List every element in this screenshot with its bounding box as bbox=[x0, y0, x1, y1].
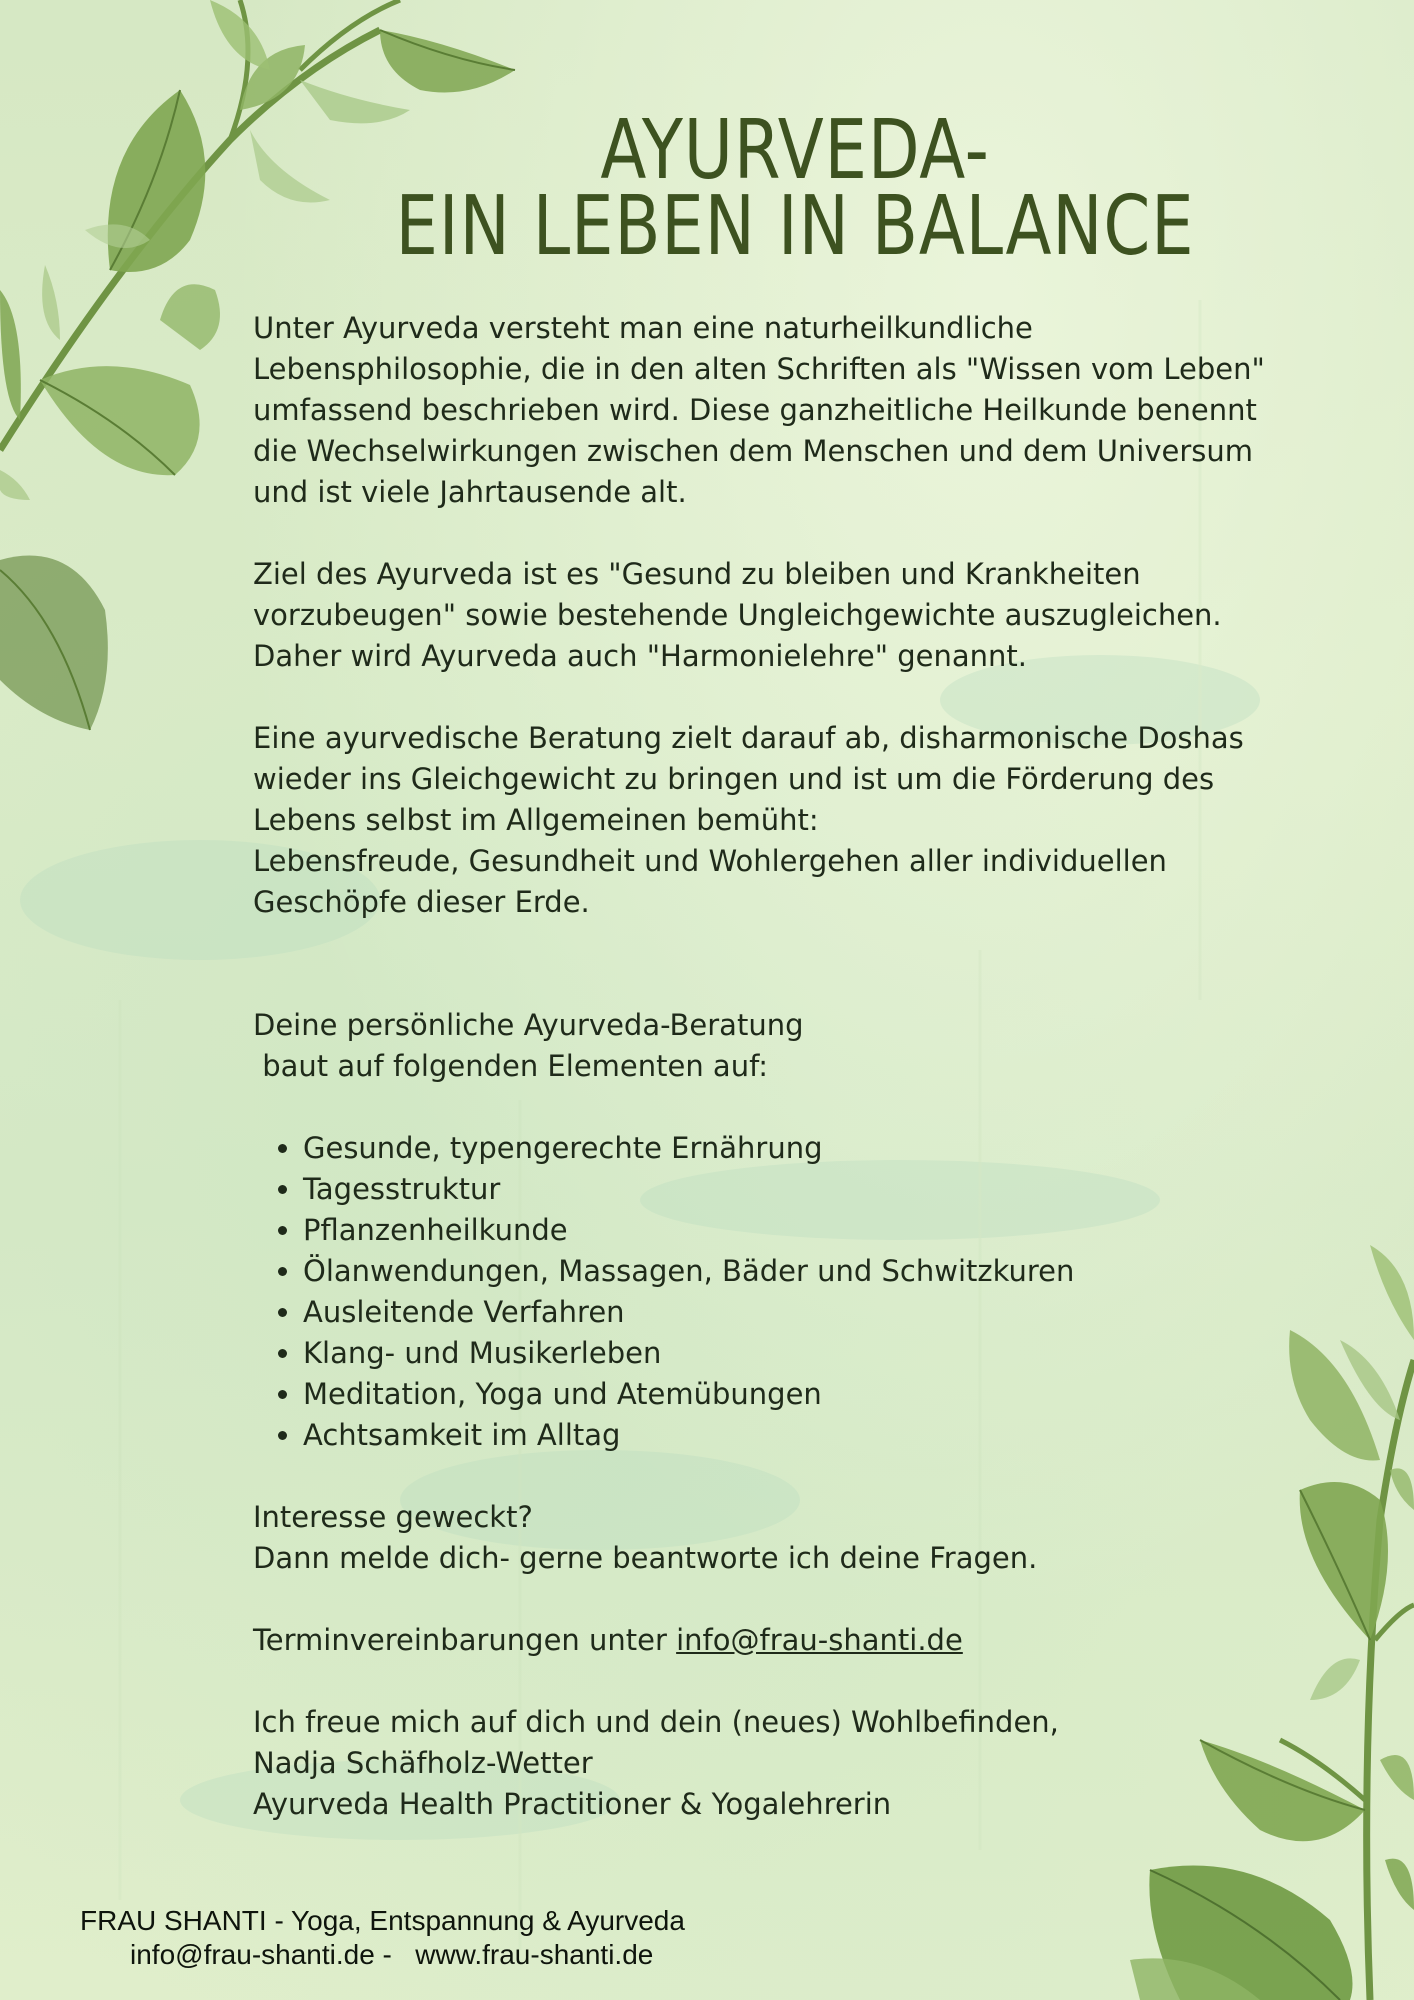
goal-paragraph bbox=[253, 554, 1263, 677]
intro-line: Unter Ayurveda versteht man eine naturheilkundliche bbox=[253, 311, 1033, 345]
page-title-line-2: EIN LEBEN IN BALANCE bbox=[395, 179, 1195, 274]
interest-line: Dann melde dich- gerne beantworte ich deine Fragen. bbox=[253, 1541, 1038, 1575]
signature-role: Ayurveda Health Practitioner & Yogalehrerin bbox=[253, 1787, 892, 1821]
list-item: • Gesunde, typengerechte Ernährung bbox=[303, 1128, 1263, 1169]
elements-intro-line: Deine persönliche Ayurveda-Beratung bbox=[253, 1008, 804, 1042]
interest-paragraph bbox=[253, 1497, 1263, 1579]
email-link[interactable]: info@frau-shanti.de bbox=[676, 1623, 963, 1657]
consultation-line: Geschöpfe dieser Erde. bbox=[253, 885, 590, 919]
page-title-line-1: AYURVEDA- bbox=[600, 103, 990, 198]
intro-line: und ist viele Jahrtausende alt. bbox=[253, 475, 687, 509]
intro-paragraph bbox=[253, 308, 1263, 513]
consultation-paragraph bbox=[253, 718, 1263, 923]
footer-contact-line: info@frau-shanti.de - www.frau-shanti.de bbox=[130, 1939, 654, 1970]
consultation-line: Lebens selbst im Allgemeinen bemüht: bbox=[253, 803, 819, 837]
intro-line: die Wechselwirkungen zwischen dem Menschen und dem Universum bbox=[253, 434, 1254, 468]
intro-line: umfassend beschrieben wird. Diese ganzheitliche Heilkunde benennt bbox=[253, 393, 1257, 427]
interest-line: Interesse geweckt? bbox=[253, 1500, 533, 1534]
elements-intro bbox=[253, 1005, 1263, 1087]
list-item: • Tagesstruktur bbox=[303, 1169, 1263, 1210]
signature-name: Nadja Schäfholz-Wetter bbox=[253, 1746, 593, 1780]
consultation-line: Eine ayurvedische Beratung zielt darauf ab, disharmonische Doshas bbox=[253, 721, 1244, 755]
appointment-text: Terminvereinbarungen unter bbox=[253, 1623, 677, 1657]
goal-line: vorzubeugen" sowie bestehende Ungleichgewichte auszugleichen. bbox=[253, 598, 1222, 632]
elements-intro-line: baut auf folgenden Elementen auf: bbox=[253, 1049, 769, 1083]
consultation-line: wieder ins Gleichgewicht zu bringen und ist um die Förderung des bbox=[253, 762, 1215, 796]
closing-paragraph bbox=[253, 1702, 1263, 1825]
list-item: • Achtsamkeit im Alltag bbox=[303, 1415, 1263, 1456]
consultation-line: Lebensfreude, Gesundheit und Wohlergehen aller individuellen bbox=[253, 844, 1167, 878]
footer-brand-line: FRAU SHANTI - Yoga, Entspannung & Ayurveda bbox=[80, 1905, 685, 1936]
goal-line: Daher wird Ayurveda auch "Harmonielehre" genannt. bbox=[253, 639, 1028, 673]
list-item: • Ausleitende Verfahren bbox=[303, 1292, 1263, 1333]
list-item: • Klang- und Musikerleben bbox=[303, 1333, 1263, 1374]
list-item: • Ölanwendungen, Massagen, Bäder und Schwitzkuren bbox=[303, 1251, 1263, 1292]
list-item: • Pflanzenheilkunde bbox=[303, 1210, 1263, 1251]
intro-line: Lebensphilosophie, die in den alten Schriften als "Wissen vom Leben" bbox=[253, 352, 1265, 386]
elements-list bbox=[253, 1128, 1263, 1456]
footer bbox=[80, 1904, 685, 1972]
list-item: • Meditation, Yoga und Atemübungen bbox=[303, 1374, 1263, 1415]
goal-line: Ziel des Ayurveda ist es "Gesund zu bleiben und Krankheiten bbox=[253, 557, 1141, 591]
closing-line: Ich freue mich auf dich und dein (neues) Wohlbefinden, bbox=[253, 1705, 1059, 1739]
appointment-line bbox=[253, 1620, 1263, 1661]
main-content bbox=[253, 308, 1263, 1825]
